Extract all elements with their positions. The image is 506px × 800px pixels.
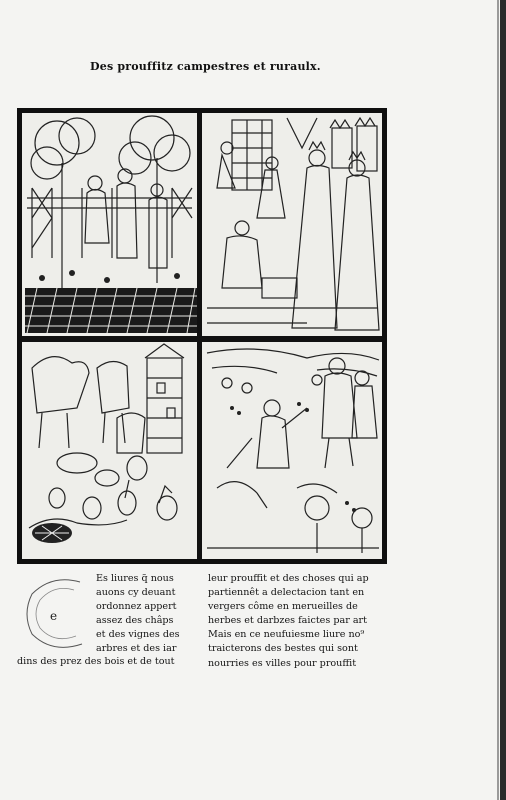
running-title: Des prouffitz campestres et ruraulx.: [90, 60, 321, 73]
text-line: arbres et des iar: [96, 643, 177, 655]
page-edge-shadow: [497, 0, 499, 800]
text-line: et des vignes des: [96, 629, 180, 641]
text-line: Mais en ce neufuiesme liure no⁹: [208, 629, 365, 641]
text-column-left: [96, 572, 180, 657]
text-line: ordonnez appert: [96, 601, 177, 613]
text-column-right: [208, 572, 369, 671]
decorated-initial: [22, 574, 92, 654]
woodcut-illustration: [17, 108, 387, 564]
initial-letter: e: [50, 609, 58, 623]
text-line: traicterons des bestes qui sont: [208, 643, 358, 655]
text-line: partiennêt a delectacion tant en: [208, 587, 365, 599]
text-line: auons cy deuant: [96, 587, 176, 599]
text-line: Es liures q̃ nous: [96, 573, 174, 584]
text-line: nourries es villes pour prouffit: [208, 657, 357, 669]
text-line-bottom-left: dins des prez des bois et de tout: [17, 656, 175, 667]
page-edge: [500, 0, 506, 800]
text-line: vergers côme en merueilles de: [208, 601, 358, 613]
text-line: leur prouffit et des choses qui ap: [208, 573, 369, 584]
text-line: herbes et darbzes faictes par art: [208, 615, 367, 627]
text-line: assez des châps: [96, 615, 174, 627]
